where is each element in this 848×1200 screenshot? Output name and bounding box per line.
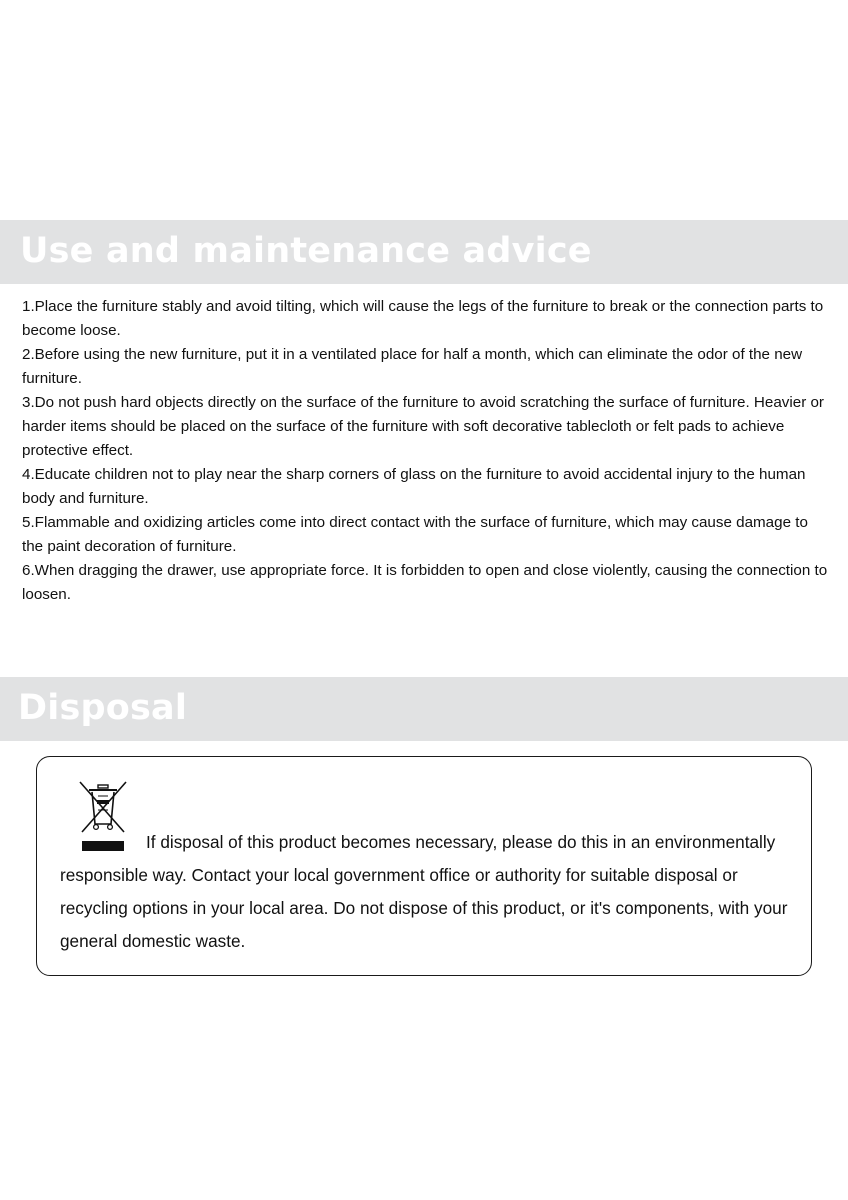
section-banner-use <box>0 220 848 284</box>
advice-list <box>22 295 828 607</box>
advice-item-2: 2.Before using the new furniture, put it in a ventilated place for half a month, which can eliminate the odor of the new furniture. <box>22 346 803 387</box>
section-title-disposal: Disposal <box>18 688 188 729</box>
section-banner-disposal <box>0 677 848 741</box>
advice-item-5: 5.Flammable and oxidizing articles come into direct contact with the surface of furniture, which may cause damage to the paint decoration of furniture. <box>22 514 808 555</box>
advice-item-3: 3.Do not push hard objects directly on the surface of the furniture to avoid scratching the surface of furniture. Heavier or harder items should be placed on the surface of the furniture with soft decorative tablecloth or felt pads to achieve protective effect. <box>22 394 824 459</box>
advice-item-1: 1.Place the furniture stably and avoid tilting, which will cause the legs of the furniture to break or the connection parts to become loose. <box>22 298 824 339</box>
advice-item-4: 4.Educate children not to play near the sharp corners of glass on the furniture to avoid accidental injury to the human body and furniture. <box>22 466 806 507</box>
advice-item-6: 6.When dragging the drawer, use appropriate force. It is forbidden to open and close violently, causing the connection to loosen. <box>22 562 828 603</box>
section-title-use: Use and maintenance advice <box>20 231 592 272</box>
disposal-text: If disposal of this product becomes necessary, please do this in an environmentally responsible way. Contact your local government office or authority for suitable disposal or recycling options in your local area. Do not dispose of this product, or it's components, with your general domestic waste. <box>60 832 788 951</box>
